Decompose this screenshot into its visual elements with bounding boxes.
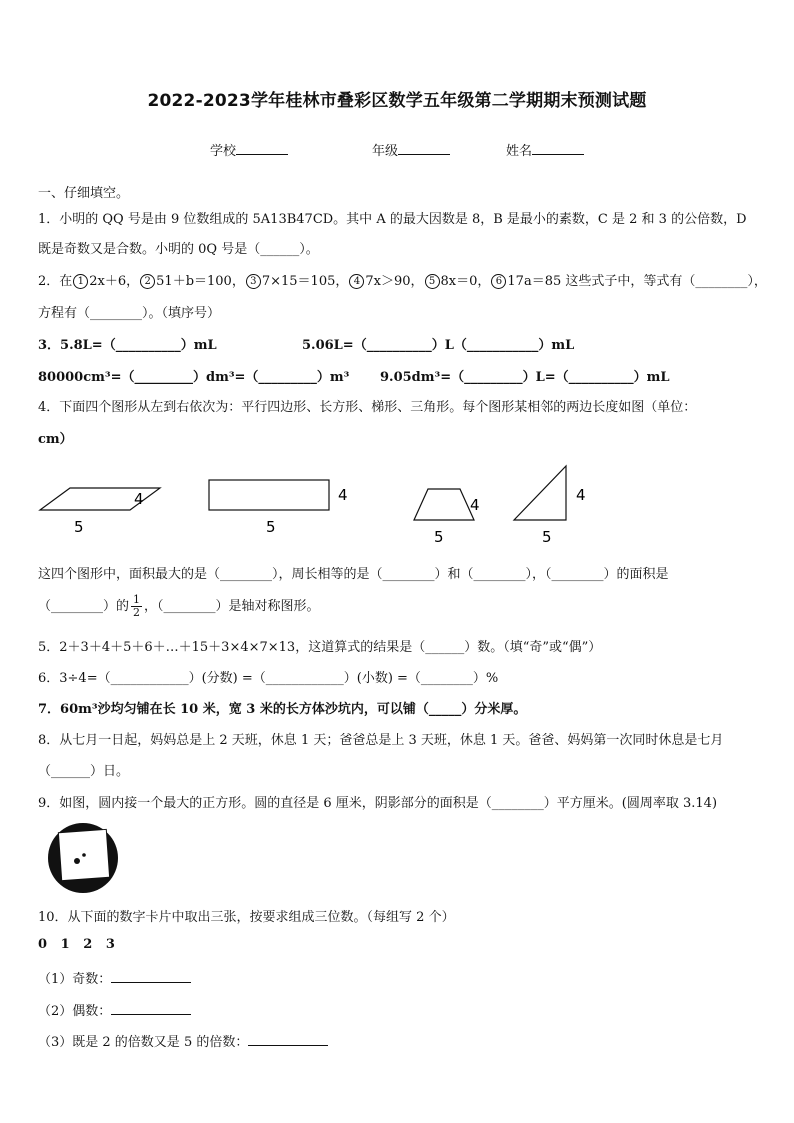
q3-d: 9.05dm³=（_________）L=（__________）mL <box>380 370 670 385</box>
q3-c: 80000cm³=（_________）dm³=（_________）m³ <box>38 370 350 385</box>
q2-item-6: 17a＝85 <box>507 274 562 289</box>
section-heading: 一、仔细填空。 <box>38 186 130 201</box>
circled-1: 1 <box>73 274 88 289</box>
q2-line2: 方程有（________）。（填序号） <box>38 306 221 321</box>
multiple-answer-blank[interactable] <box>248 1033 328 1046</box>
q2-suffix: 这些式子中，等式有（________）， <box>561 274 767 289</box>
q10-part3-label: （3）既是 2 的倍数又是 5 的倍数： <box>38 1035 249 1050</box>
triangle-shape <box>514 466 566 520</box>
q4-line1: 4．下面四个图形从左到右依次为：平行四边形、长方形、梯形、三角形。每个图形某相邻的两边长度如图（单位： <box>38 400 697 415</box>
odd-answer-blank[interactable] <box>111 970 191 983</box>
q4-figures <box>30 460 610 550</box>
rectangle-base-label: 5 <box>266 518 276 536</box>
q10-part3 <box>38 1031 328 1050</box>
q2-item-5: 8x＝0， <box>440 274 491 289</box>
circled-3: 3 <box>246 274 261 289</box>
q1-line1: 1．小明的 QQ 号是由 9 位数组成的 5A13B47CD。其中 A 的最大因数是 8，B 是最小的素数，C 是 2 和 3 的公倍数，D <box>38 212 747 227</box>
grade-field[interactable] <box>372 140 450 159</box>
q4-line2: cm） <box>38 432 73 447</box>
fraction-denominator: 2 <box>133 606 141 619</box>
q2-prefix: 2．在 <box>38 274 73 289</box>
rectangle-side-label: 4 <box>338 486 348 504</box>
circled-4: 4 <box>349 274 364 289</box>
grade-label: 年级 <box>372 144 399 159</box>
q9-line: 9．如图，圆内接一个最大的正方形。圆的直径是 6 厘米，阴影部分的面积是（________）平方厘米。(圆周率取 3.14) <box>38 796 718 811</box>
q10-part2-label: （2）偶数： <box>38 1004 112 1019</box>
q2-item-2: 51＋b＝100， <box>156 274 245 289</box>
rectangle-shape <box>209 480 329 510</box>
parallelogram-side-label: 4 <box>134 490 144 508</box>
q2-item-4: 7x＞90， <box>365 274 424 289</box>
parallelogram-base-label: 5 <box>74 518 84 536</box>
q1-line2: 既是奇数又是合数。小明的 0Q 号是（______）。 <box>38 242 319 257</box>
q4-line3: 这四个图形中，面积最大的是（________），周长相等的是（________）和（________），（________）的面积是 <box>38 567 669 582</box>
q3-b: 5.06L=（__________）L（___________）mL <box>302 338 575 353</box>
trapezoid-figure <box>414 489 480 546</box>
q10-part2 <box>38 1000 191 1019</box>
center-dot <box>74 858 80 864</box>
q10-digit-cards: 0 1 2 3 <box>38 937 115 952</box>
fraction-numerator: 1 <box>133 593 141 606</box>
triangle-side-label: 4 <box>576 486 586 504</box>
rectangle-figure <box>209 480 348 536</box>
triangle-figure <box>514 466 586 546</box>
name-label: 姓名 <box>506 144 533 159</box>
q2-line1 <box>38 270 767 289</box>
center-dot-small <box>82 853 86 857</box>
school-label: 学校 <box>210 144 237 159</box>
q2-item-1: 2x＋6， <box>89 274 140 289</box>
name-field[interactable] <box>506 140 584 159</box>
fraction-one-half <box>131 594 142 619</box>
q8-line2: （______）日。 <box>38 764 130 779</box>
q4-line4-a: （________）的 <box>38 599 130 614</box>
circled-6: 6 <box>491 274 506 289</box>
page-title: 2022-2023学年桂林市叠彩区数学五年级第二学期期末预测试题 <box>147 91 647 111</box>
q7-line: 7．60m³沙均匀铺在长 10 米，宽 3 米的长方体沙坑内，可以铺（_____）分米厚。 <box>38 702 527 717</box>
trapezoid-shape <box>414 489 474 520</box>
circled-2: 2 <box>140 274 155 289</box>
q10-part1-label: （1）奇数： <box>38 972 112 987</box>
q10-part1 <box>38 968 191 987</box>
q9-circle-square-figure <box>44 818 124 894</box>
trapezoid-base-label: 5 <box>434 528 444 546</box>
q8-line1: 8．从七月一日起，妈妈总是上 2 天班，休息 1 天；爸爸总是上 3 天班，休息 1 天。爸爸、妈妈第一次同时休息是七月 <box>38 733 724 748</box>
q3-a: 3．5.8L=（__________）mL <box>38 338 217 353</box>
school-field[interactable] <box>210 140 288 159</box>
q4-line4 <box>38 594 320 619</box>
q6-line: 6．3÷4=（____________）(分数) =（____________）(小数) =（________）% <box>38 671 499 686</box>
q10-line1: 10．从下面的数字卡片中取出三张，按要求组成三位数。（每组写 2 个） <box>38 910 455 925</box>
even-answer-blank[interactable] <box>111 1002 191 1015</box>
q4-line4-b: ，（________）是轴对称图形。 <box>144 599 320 614</box>
trapezoid-side-label: 4 <box>470 496 480 514</box>
parallelogram-figure <box>40 488 160 536</box>
q5-line: 5．2＋3＋4＋5＋6＋…＋15＋3×4×7×13，这道算式的结果是（______）数。（填“奇”或“偶”） <box>38 640 602 655</box>
circled-5: 5 <box>425 274 440 289</box>
grade-blank[interactable] <box>398 142 450 155</box>
q2-item-3: 7×15＝105， <box>261 274 349 289</box>
triangle-base-label: 5 <box>542 528 552 546</box>
name-blank[interactable] <box>532 142 584 155</box>
school-blank[interactable] <box>236 142 288 155</box>
